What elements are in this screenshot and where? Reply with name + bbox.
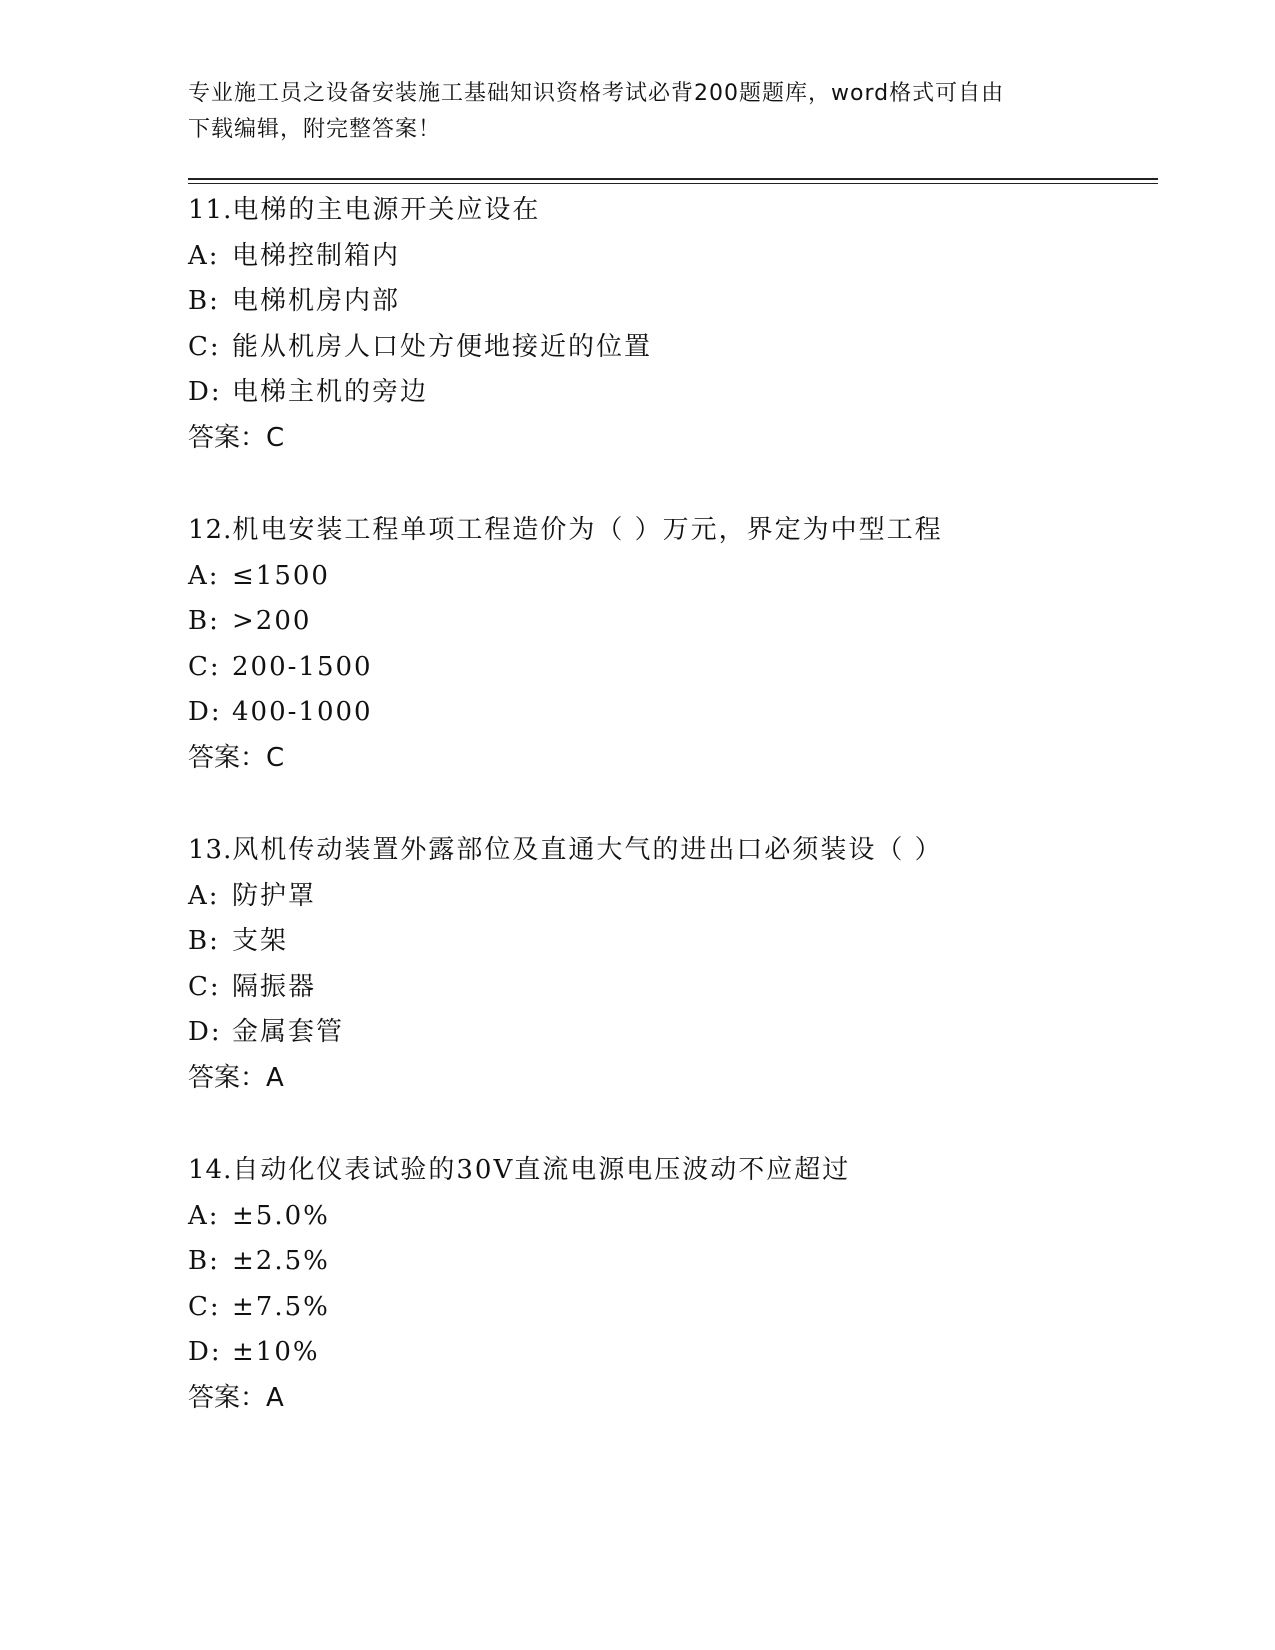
- question-text: 机电安装工程单项工程造价为（ ）万元，界定为中型工程: [232, 515, 943, 545]
- option-c: [188, 645, 1168, 691]
- question-block: [188, 1148, 1168, 1468]
- option-text: ±10%: [232, 1337, 320, 1368]
- question-list: [188, 188, 1168, 1468]
- option-a: [188, 1194, 1168, 1240]
- option-letter: C:: [188, 651, 221, 682]
- option-text: 电梯控制箱内: [232, 240, 401, 271]
- question-block: [188, 508, 1168, 828]
- option-text: 隔振器: [232, 971, 317, 1002]
- option-c: [188, 1285, 1168, 1331]
- option-text: ≤1500: [232, 560, 330, 591]
- option-text: ±5.0%: [232, 1200, 330, 1231]
- header-line-1: 专业施工员之设备安装施工基础知识资格考试必背200题题库，word格式可自由: [188, 81, 1005, 106]
- option-d: [188, 370, 1168, 416]
- option-text: 电梯主机的旁边: [232, 377, 429, 408]
- option-letter: C:: [188, 971, 221, 1002]
- option-letter: A:: [188, 1200, 220, 1231]
- option-a: [188, 234, 1168, 280]
- option-letter: A:: [188, 240, 220, 271]
- option-letter: B:: [188, 1246, 220, 1277]
- question-stem: [188, 508, 1168, 554]
- question-stem: [188, 188, 1168, 234]
- option-letter: B:: [188, 286, 220, 317]
- option-letter: A:: [188, 560, 220, 591]
- question-text: 电梯的主电源开关应设在: [232, 195, 541, 225]
- question-block: [188, 188, 1168, 508]
- question-number: 14.: [188, 1155, 233, 1185]
- question-text: 风机传动装置外露部位及直通大气的进出口必须装设（ ）: [232, 835, 943, 865]
- header-divider: [188, 178, 1158, 184]
- option-text: ±7.5%: [232, 1291, 330, 1322]
- option-letter: B:: [188, 606, 220, 637]
- question-number: 12.: [188, 515, 233, 545]
- option-a: [188, 874, 1168, 920]
- option-b: [188, 1239, 1168, 1285]
- option-letter: D:: [188, 1337, 222, 1368]
- option-b: [188, 919, 1168, 965]
- option-d: [188, 690, 1168, 736]
- option-text: 电梯机房内部: [232, 286, 401, 317]
- question-number: 13.: [188, 835, 233, 865]
- document-header: [188, 76, 1088, 148]
- question-number: 11.: [188, 195, 233, 225]
- answer-line: 答案：A: [188, 1382, 284, 1413]
- option-text: >200: [232, 606, 312, 637]
- question-stem: [188, 1148, 1168, 1194]
- option-letter: C:: [188, 1291, 221, 1322]
- question-text: 自动化仪表试验的30V直流电源电压波动不应超过: [232, 1155, 851, 1185]
- option-text: 防护罩: [232, 880, 317, 911]
- option-text: ±2.5%: [232, 1246, 330, 1277]
- header-line-2: 下载编辑，附完整答案！: [188, 117, 442, 142]
- option-letter: D:: [188, 1017, 222, 1048]
- option-letter: A:: [188, 880, 220, 911]
- question-stem: [188, 828, 1168, 874]
- answer-line: 答案：C: [188, 422, 285, 453]
- option-c: [188, 325, 1168, 371]
- option-text: 能从机房人口处方便地接近的位置: [232, 331, 653, 362]
- option-letter: D:: [188, 377, 222, 408]
- option-b: [188, 279, 1168, 325]
- option-b: [188, 599, 1168, 645]
- option-letter: D:: [188, 697, 222, 728]
- answer-line: 答案：A: [188, 1062, 284, 1093]
- option-text: 金属套管: [232, 1017, 345, 1048]
- option-text: 400-1000: [232, 697, 373, 728]
- option-text: 200-1500: [232, 651, 373, 682]
- question-block: [188, 828, 1168, 1148]
- option-d: [188, 1010, 1168, 1056]
- option-d: [188, 1330, 1168, 1376]
- option-c: [188, 965, 1168, 1011]
- option-letter: B:: [188, 926, 220, 957]
- option-text: 支架: [232, 926, 289, 957]
- answer-line: 答案：C: [188, 742, 285, 773]
- option-letter: C:: [188, 331, 221, 362]
- option-a: [188, 554, 1168, 600]
